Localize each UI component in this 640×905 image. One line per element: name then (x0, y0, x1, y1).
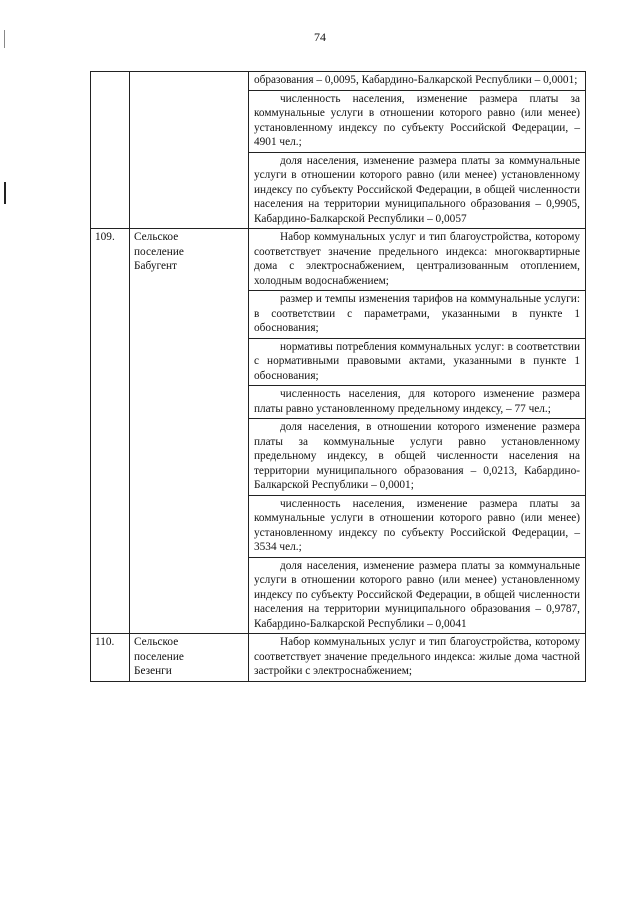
paragraph-text: доля населения, изменение размера платы за коммунальные услуги в отношении которого равно (или менее) установленному индексу по субъекту Российской Федерации, в общей численности населения на территории муниципального образования – 0,9905, Кабардино-Балкарской Республики – 0,0057 (254, 154, 580, 225)
paragraph-text: численность населения, для которого изменение размера платы равно установленному предельному индексу, – 77 чел.; (254, 388, 580, 415)
page-number: 74 (314, 30, 326, 44)
paragraph-text: образования – 0,0095, Кабардино-Балкарской Республики – 0,0001; (254, 74, 578, 86)
settlement-name-line: Безенги (134, 665, 172, 677)
description-paragraph (249, 557, 585, 634)
settlement-name (130, 634, 249, 682)
scan-edge-mark (4, 30, 5, 48)
settlement-name (130, 229, 249, 634)
row-number (91, 72, 130, 229)
description-paragraph (249, 152, 585, 229)
description-paragraph (249, 418, 585, 495)
settlement-name-line: Сельское (134, 636, 179, 648)
paragraph-text: размер и темпы изменения тарифов на коммунальные услуги: в соответствии с параметрами, указанными в пункте 1 обоснования; (254, 293, 580, 334)
description-paragraph (249, 229, 585, 290)
settlement-name-line: поселение (134, 245, 184, 258)
settlement-name-line: Сельское (134, 231, 179, 243)
document-table (90, 71, 586, 682)
table-row (91, 229, 586, 634)
description-cell (249, 229, 586, 634)
row-number: 110. (91, 634, 130, 682)
paragraph-text: Набор коммунальных услуг и тип благоустройства, которому соответствует значение предельного индекса: жилые дома частной застройки с электроснабжением; (254, 636, 580, 677)
table-row (91, 72, 586, 229)
row-number: 109. (91, 229, 130, 634)
description-cell (249, 634, 586, 682)
description-paragraph (249, 72, 585, 90)
description-cell (249, 72, 586, 229)
description-paragraph (249, 90, 585, 152)
settlement-name (130, 72, 249, 229)
description-paragraph (249, 634, 585, 681)
paragraph-text: численность населения, изменение размера платы за коммунальные услуги в отношении которого равно (или менее) установленному индексу по субъекту Российской Федерации, – 3534 чел.; (254, 497, 580, 553)
paragraph-text: доля населения, в отношении которого изменение размера платы за коммунальные услуги равно установленному предельному индексу, в общей численности населения на территории муниципального образования – 0,0213, Кабардино-Балкарской Республики – 0,0001; (254, 421, 580, 491)
description-paragraph (249, 385, 585, 418)
settlement-name-line: Бабугент (134, 260, 177, 272)
scan-edge-mark (4, 182, 6, 204)
paragraph-text: Набор коммунальных услуг и тип благоустройства, которому соответствует значение предельного индекса: многоквартирные дома с электроснабжением, централизованным отоплением, холодным водоснабжением; (254, 231, 580, 287)
paragraph-text: численность населения, изменение размера платы за коммунальные услуги в отношении которого равно (или менее) установленному индексу по субъекту Российской Федерации, – 4901 чел.; (254, 92, 580, 148)
description-paragraph (249, 338, 585, 386)
description-paragraph (249, 290, 585, 338)
table-row (91, 634, 586, 682)
description-paragraph (249, 495, 585, 557)
paragraph-text: нормативы потребления коммунальных услуг: в соответствии с нормативными правовыми актами, указанными в пункте 1 обоснования; (254, 340, 580, 382)
paragraph-text: доля населения, изменение размера платы за коммунальные услуги в отношении которого равно (или менее) установленному индексу по субъекту Российской Федерации, в общей численности населения на территории муниципального образования – 0,9787, Кабардино-Балкарской Республики – 0,0041 (254, 559, 580, 630)
settlement-name-line: поселение (134, 650, 184, 663)
